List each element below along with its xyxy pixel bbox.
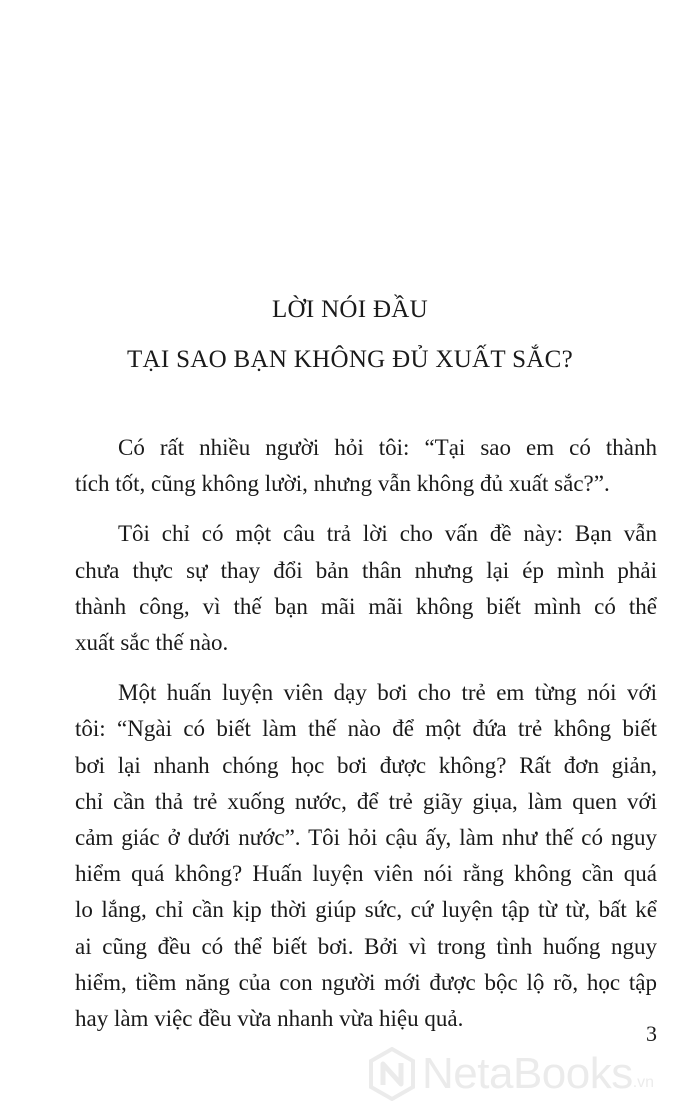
text-line: tôi: “Ngài có biết làm thế nào để một đứa trẻ không biết [75, 716, 657, 742]
text-line: Một huấn luyện viên dạy bơi cho trẻ em từng nói với [118, 680, 657, 706]
text-line: chỉ cần thả trẻ xuống nước, để trẻ giãy giụa, làm quen với [75, 788, 657, 814]
chapter-title: TẠI SAO BẠN KHÔNG ĐỦ XUẤT SẮC? [126, 346, 574, 373]
text-line: hiểm, tiềm năng của con người mới được bộc lộ rõ, học tập [75, 969, 657, 995]
text-line: tích tốt, cũng không lười, nhưng vẫn không đủ xuất sắc?”. [75, 471, 610, 497]
text-line: cảm giác ở dưới nước”. Tôi hỏi cậu ấy, làm như thế có nguy [75, 825, 657, 851]
watermark-suffix: .vn [632, 1074, 655, 1091]
text-line: Tôi chỉ có một câu trả lời cho vấn đề này: Bạn vẫn [118, 521, 657, 547]
watermark [368, 1046, 654, 1102]
body-text [75, 430, 657, 1037]
text-line: hiểm quá không? Huấn luyện viên nói rằng không cần quá [75, 861, 657, 887]
paragraph [75, 675, 657, 1037]
watermark-brand: NetaBooks [422, 1049, 633, 1098]
netabooks-n-logo-icon [368, 1047, 416, 1101]
text-line: xuất sắc thế nào. [75, 630, 229, 656]
text-line: Có rất nhiều người hỏi tôi: “Tại sao em có thành [118, 435, 657, 460]
text-line: lo lắng, chỉ cần kịp thời giúp sức, cứ luyện tập từ từ, bất kể [75, 897, 657, 923]
text-line: thành công, vì thế bạn mãi mãi không biết mình có thể [75, 593, 657, 619]
paragraph [75, 430, 657, 502]
text-line: bơi lại nhanh chóng học bơi được không? Rất đơn giản, [75, 752, 657, 778]
text-line: ai cũng đều có thể biết bơi. Bởi vì trong tình huống nguy [75, 933, 657, 959]
preface-title: LỜI NÓI ĐẦU [271, 296, 429, 323]
page-number: 3 [646, 1021, 657, 1046]
text-line: chưa thực sự thay đổi bản thân nhưng lại ép mình phải [75, 557, 657, 583]
text-line: hay làm việc đều vừa nhanh vừa hiệu quả. [75, 1006, 464, 1032]
paragraph [75, 516, 657, 661]
